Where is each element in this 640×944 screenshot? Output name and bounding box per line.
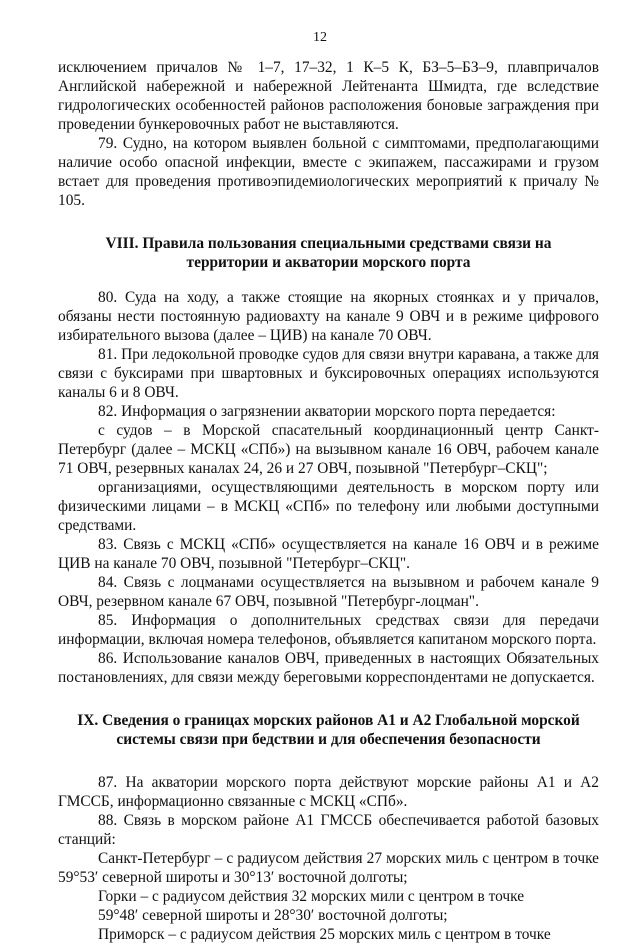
section-heading-line: территории и акватории морского порта — [186, 254, 471, 271]
section-heading-line: VIII. Правила пользования специальными средствами связи на — [105, 235, 552, 252]
paragraph: Горки – с радиусом действия 32 морских мили с центром в точке — [98, 888, 525, 905]
paragraph: исключением причалов № 1–7, 17–32, 1 К–5 К, БЗ–5–БЗ–9, плавпричалов Английской набережной и набережной Лейтенанта Шмидта, где вследствие гидрологических особенностей районов расположения боновые заграждения при проведении бункеровочных работ не выставляются. — [58, 59, 599, 133]
paragraph: 59°48′ северной широты и 28°30′ восточной долготы; — [98, 907, 448, 924]
paragraph: 86. Использование каналов ОВЧ, приведенных в настоящих Обязательных постановлениях, для связи между береговыми корреспондентами не допускается. — [58, 650, 599, 686]
paragraph: 79. Судно, на котором выявлен больной с симптомами, предполагающими наличие особо опасной инфекции, вместе с экипажем, пассажирами и грузом встает для проведения противоэпидемиологических мероприятий к причалу № 105. — [58, 135, 599, 209]
paragraph: организациями, осуществляющими деятельность в морском порту или физическими лицами – в МСКЦ «СПб» по телефону или любыми доступными средствами. — [58, 479, 599, 534]
paragraph: 87. На акватории морского порта действуют морские районы А1 и А2 ГМССБ, информационно связанные с МСКЦ «СПб». — [58, 774, 599, 810]
spacer — [58, 687, 599, 711]
document-body — [58, 58, 599, 944]
paragraph: Санкт-Петербург – с радиусом действия 27 морских миль с центром в точке 59°53′ северной широты и 30°13′ восточной долготы; — [58, 850, 599, 886]
section-heading-line: системы связи при бедствии и для обеспечения безопасности — [116, 731, 541, 748]
paragraph: 81. При ледокольной проводке судов для связи внутри каравана, а также для связи с буксирами при швартовных и буксировочных операциях используются каналы 6 и 8 ОВЧ. — [58, 346, 599, 401]
paragraph: 84. Связь с лоцманами осуществляется на вызывном и рабочем канале 9 ОВЧ, резервном канале 67 ОВЧ, позывной "Петербург-лоцман". — [58, 574, 599, 610]
paragraph: с судов – в Морской спасательный координационный центр Санкт-Петербург (далее – МСКЦ «СПб») на вызывном канале 16 ОВЧ, рабочем канале 71 ОВЧ, резервных каналах 24, 26 и 27 ОВЧ, позывной "Петербург–СКЦ"; — [58, 422, 599, 477]
paragraph: 80. Суда на ходу, а также стоящие на якорных стоянках и у причалов, обязаны нести постоянную радиовахту на канале 9 ОВЧ и в режиме цифрового избирательного вызова (далее – ЦИВ) на канале 70 ОВЧ. — [58, 289, 599, 344]
section-heading-line: IX. Сведения о границах морских районов А1 и А2 Глобальной морской — [77, 712, 580, 729]
paragraph: 88. Связь в морском районе А1 ГМССБ обеспечивается работой базовых станций: — [58, 812, 599, 848]
paragraph: 85. Информация о дополнительных средствах связи для передачи информации, включая номера телефонов, объявляется капитаном морского порта. — [58, 612, 599, 648]
spacer — [58, 210, 599, 234]
spacer — [58, 272, 599, 288]
paragraph: 82. Информация о загрязнении акватории морского порта передается: — [98, 403, 556, 420]
spacer — [58, 749, 599, 773]
section-heading — [58, 234, 599, 272]
section-heading — [58, 711, 599, 749]
paragraph: Приморск – с радиусом действия 25 морских миль с центром в точке — [98, 926, 551, 943]
paragraph: 83. Связь с МСКЦ «СПб» осуществляется на канале 16 ОВЧ и в режиме ЦИВ на канале 70 ОВЧ, позывной "Петербург–СКЦ". — [58, 536, 599, 572]
page-number: 12 — [313, 30, 327, 45]
